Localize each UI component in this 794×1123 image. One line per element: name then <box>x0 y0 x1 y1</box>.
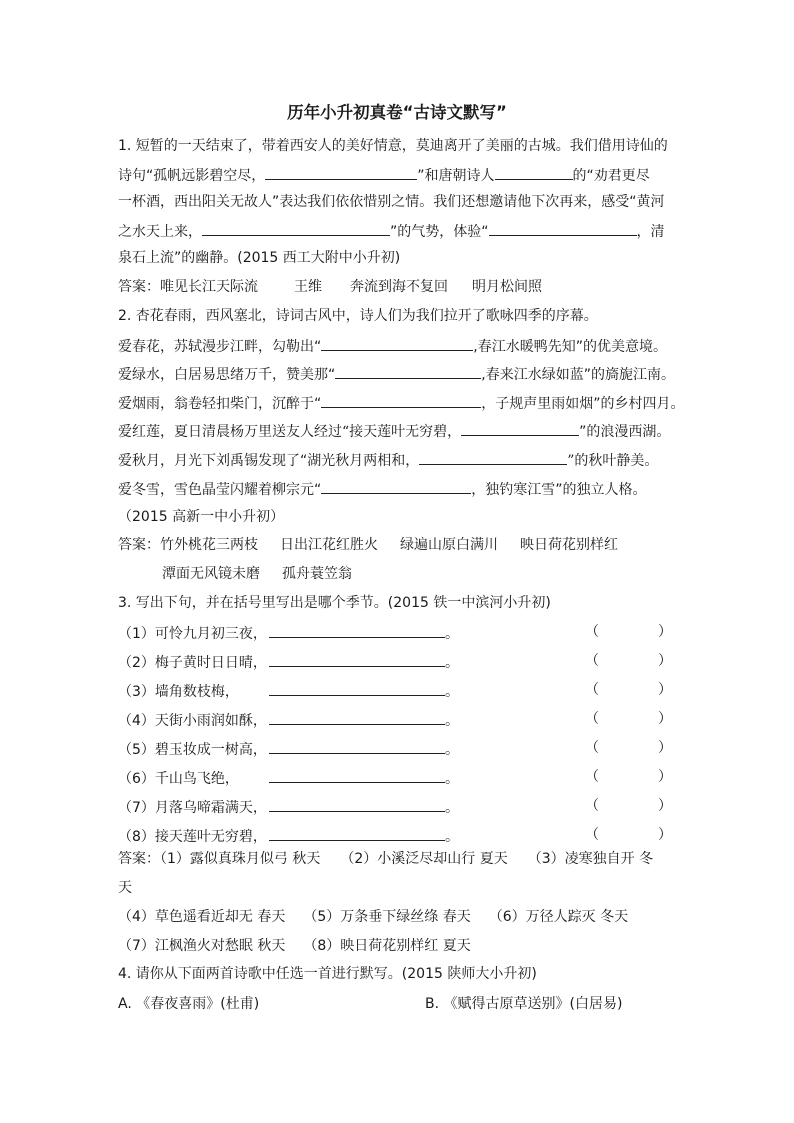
paren-open: （ <box>585 682 599 698</box>
q1-line-5: 泉石上流”的幽静。(2015 西工大附中小升初) <box>118 250 401 266</box>
q1-answer: 答案：唯见长江天际流 王维 奔流到海不复回 明月松间照 <box>118 279 542 295</box>
paren-close: ） <box>658 653 672 669</box>
end-mark: 。 <box>445 771 459 787</box>
q3-item-7 <box>118 796 459 818</box>
blank <box>269 738 445 754</box>
blank <box>269 680 445 696</box>
blank <box>269 796 445 812</box>
q2-row-water: 爱绿水，白居易思绪万千，赞美那“ ,春来江水绿如蓝”的旖旎江南。 <box>118 363 675 385</box>
blank <box>495 164 573 180</box>
q1-line-2: 诗句“孤帆远影碧空尽， ”和唐朝诗人 的“劝君更尽 <box>118 164 650 186</box>
end-mark: 。 <box>445 655 459 671</box>
q3-answer-3: （4）草色遥看近却无 春天 （5）万条垂下绿丝绦 春天 （6）万径人踪灭 冬天 <box>118 909 629 925</box>
paren-open: （ <box>585 711 599 727</box>
blank <box>321 478 471 494</box>
q1-line-3: 一杯酒，西出阳关无故人”表达我们依依惜别之情。我们还想邀请他下次再来，感受“黄河 <box>118 194 665 210</box>
q4-option-a: A. 《春夜喜雨》(杜甫) <box>118 996 260 1012</box>
paren-open: （ <box>585 624 599 640</box>
q3-answer-1: 答案：（1）露似真珠月似弓 秋天 （2）小溪泛尽却山行 夏天 （3）凌寒独自开 冬 <box>118 851 654 867</box>
q2-row-winter: 爱冬雪，雪色晶莹闪耀着柳宗元“ ，独钓寒江雪”的独立人格。 <box>118 478 647 500</box>
q3-item-1 <box>118 622 459 644</box>
blank <box>321 335 473 351</box>
end-mark: 。 <box>445 684 459 700</box>
end-mark: 。 <box>445 829 459 845</box>
paren-open: （ <box>585 740 599 756</box>
blank <box>335 363 481 379</box>
blank <box>419 449 567 465</box>
q3-item-text: （2）梅子黄时日日晴， <box>118 655 267 671</box>
q3-answer-2: 天 <box>118 880 132 896</box>
q2-row-autumn: 爱秋月，月光下刘禹锡发现了“湖光秋月两相和， ”的秋叶静美。 <box>118 449 658 471</box>
q3-item-4 <box>118 709 459 731</box>
q3-item-text: （6）千山鸟飞绝， <box>118 771 239 787</box>
blank <box>269 622 445 638</box>
q3-item-text: （7）月落乌啼霜满天， <box>118 800 267 816</box>
blank <box>265 164 417 180</box>
paren-open: （ <box>585 827 599 843</box>
q3-item-text: （3）墙角数枝梅， <box>118 684 239 700</box>
q2-row-rain: 爱烟雨，翁卷轻扣柴门，沉醉于“ ，子规声里雨如烟”的乡村四月。 <box>118 392 685 414</box>
q1-line-1: 1. 短暂的一天结束了，带着西安人的美好情意，莫迪离开了美丽的古城。我们借用诗仙的 <box>118 138 668 154</box>
q2-line-1: 2. 杏花春雨，西风塞北，诗词古风中，诗人们为我们拉开了歌咏四季的序幕。 <box>118 308 598 324</box>
q2-row-spring: 爱春花，苏轼漫步江畔，勾勒出“ ,春江水暖鸭先知”的优美意境。 <box>118 335 667 357</box>
q3-item-5 <box>118 738 459 760</box>
paren-close: ） <box>658 798 672 814</box>
blank <box>321 392 481 408</box>
blank <box>269 825 445 841</box>
blank <box>489 220 637 236</box>
paren-close: ） <box>658 769 672 785</box>
q3-item-text: （4）天街小雨润如酥， <box>118 713 267 729</box>
q2-source: （2015 高新一中小升初） <box>118 509 285 525</box>
paren-open: （ <box>585 798 599 814</box>
q4-line-1: 4. 请你从下面两首诗歌中任选一首进行默写。(2015 陕师大小升初) <box>118 966 537 982</box>
paren-close: ） <box>658 740 672 756</box>
q1-line-4: 之水天上来， ”的气势，体验“ ，清 <box>118 220 665 242</box>
q3-item-2 <box>118 651 459 673</box>
q3-item-8 <box>118 825 459 847</box>
paren-open: （ <box>585 653 599 669</box>
paren-open: （ <box>585 769 599 785</box>
blank <box>269 709 445 725</box>
blank <box>269 651 445 667</box>
end-mark: 。 <box>445 713 459 729</box>
paren-close: ） <box>658 827 672 843</box>
blank <box>202 220 390 236</box>
end-mark: 。 <box>445 742 459 758</box>
q3-item-text: （1）可怜九月初三夜， <box>118 626 267 642</box>
paren-close: ） <box>658 682 672 698</box>
q2-answer-2: 潭面无风镜未磨 孤舟蓑笠翁 <box>162 566 352 582</box>
end-mark: 。 <box>445 626 459 642</box>
q3-item-6 <box>118 767 459 789</box>
q3-item-text: （5）碧玉妆成一树高， <box>118 742 267 758</box>
blank <box>269 767 445 783</box>
q3-item-text: （8）接天莲叶无穷碧， <box>118 829 267 845</box>
blank <box>461 420 579 436</box>
paren-close: ） <box>658 711 672 727</box>
q2-answer-1: 答案：竹外桃花三两枝 日出江花红胜火 绿遍山原白满川 映日荷花别样红 <box>118 537 618 553</box>
paren-close: ） <box>658 624 672 640</box>
q3-item-3 <box>118 680 459 702</box>
q3-answer-4: （7）江枫渔火对愁眠 秋天 （8）映日荷花别样红 夏天 <box>118 938 471 954</box>
page-title: 历年小升初真卷“古诗文默写” <box>287 103 507 122</box>
q2-row-lotus: 爱红莲，夏日清晨杨万里送友人经过“接天莲叶无穷碧， ”的浪漫西湖。 <box>118 420 670 442</box>
end-mark: 。 <box>445 800 459 816</box>
q4-option-b: B. 《赋得古原草送别》(白居易) <box>425 996 623 1012</box>
q3-line-1: 3. 写出下句，并在括号里写出是哪个季节。(2015 铁一中滨河小升初) <box>118 595 551 611</box>
